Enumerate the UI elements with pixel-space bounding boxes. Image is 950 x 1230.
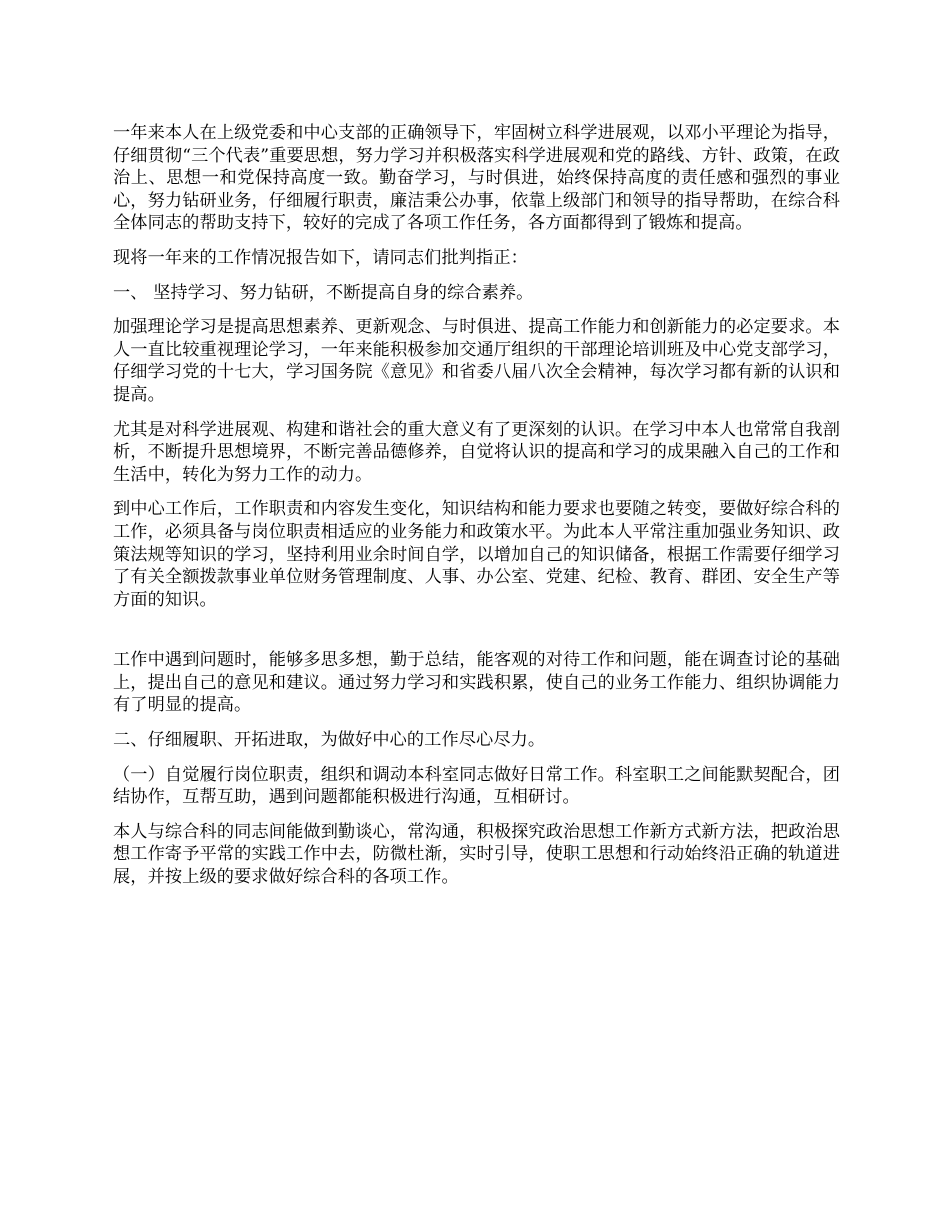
document-body: [113, 122, 840, 889]
section-two-heading: 二、仔细履职、开拓进取，为做好中心的工作尽心尽力。: [113, 730, 546, 751]
paragraph-gap: [113, 717, 840, 729]
section-one-heading: 一、 坚持学习、努力钻研，不断提高自身的综合素养。: [113, 282, 534, 303]
theory-study-paragraph: 加强理论学习是提高思想素养、更新观念、与时俱进、提高工作能力和创新能力的必定要求。本人一直比较重视理论学习，一年来能积极参加交通厅组织的干部理论培训班及中心党支部学习，仔细学习党的十七大，学习国务院《意见》和省委八届八次全会精神，每次学习都有新的认识和提高。: [113, 317, 840, 405]
intro-paragraph: 一年来本人在上级党委和中心支部的正确领导下，牢固树立科学进展观，以邓小平理论为指导，仔细贯彻“三个代表”重要思想，努力学习并积极落实科学进展观和党的路线、方针、政策，在政治上、思想一和党保持高度一致。勤奋学习，与时俱进，始终保持高度的责任感和强烈的事业心，努力钻研业务，仔细履行职责，廉洁秉公办事，依靠上级部门和领导的指导帮助，在综合科全体同志的帮助支持下，较好的完成了各项工作任务，各方面都得到了锻炼和提高。: [113, 123, 840, 234]
communication-paragraph: 本人与综合科的同志间能做到勤谈心，常沟通，积极探究政治思想工作新方式新方法，把政治思想工作寄予平常的实践工作中去，防微杜渐，实时引导，使职工思想和行动始终沿正确的轨道进展，并按上级的要求做好综合科的各项工作。: [113, 821, 840, 888]
duty-paragraph: （一）自觉履行岗位职责，组织和调动本科室同志做好日常工作。科室职工之间能默契配合，团结协作，互帮互助，遇到问题都能积极进行沟通，互相研讨。: [113, 764, 840, 808]
paragraph-gap: [113, 752, 840, 764]
paragraph-gap: [113, 486, 840, 498]
scientific-development-paragraph: 尤其是对科学进展观、构建和谐社会的重大意义有了更深刻的认识。在学习中本人也常常自我剖析，不断提升思想境界，不断完善品德修养，自觉将认识的提高和学习的成果融入自己的工作和生活中，转化为努力工作的动力。: [113, 419, 840, 485]
center-work-paragraph: 到中心工作后，工作职责和内容发生变化，知识结构和能力要求也要随之转变，要做好综合科的工作，必须具备与岗位职责相适应的业务能力和政策水平。为此本人平常注重加强业务知识、政策法规等知识的学习，坚持利用业余时间自学，以增加自己的知识储备，根据工作需要仔细学习了有关全额拨款事业单位财务管理制度、人事、办公室、党建、纪检、教育、群团、安全生产等方面的知识。: [113, 499, 840, 610]
paragraph-gap: [113, 407, 840, 419]
paragraph-gap: [113, 304, 840, 316]
problem-solving-paragraph: 工作中遇到问题时，能够多思多想，勤于总结，能客观的对待工作和问题，能在调查讨论的基础上，提出自己的意见和建议。通过努力学习和实践积累，使自己的业务工作能力、组织协调能力有了明显的提高。: [113, 650, 840, 716]
paragraph-gap: [113, 809, 840, 821]
report-intro-paragraph: 现将一年来的工作情况报告如下，请同志们批判指正：: [113, 247, 528, 268]
paragraph-gap: [113, 270, 840, 282]
section-gap: [113, 611, 840, 649]
paragraph-gap: [113, 235, 840, 247]
